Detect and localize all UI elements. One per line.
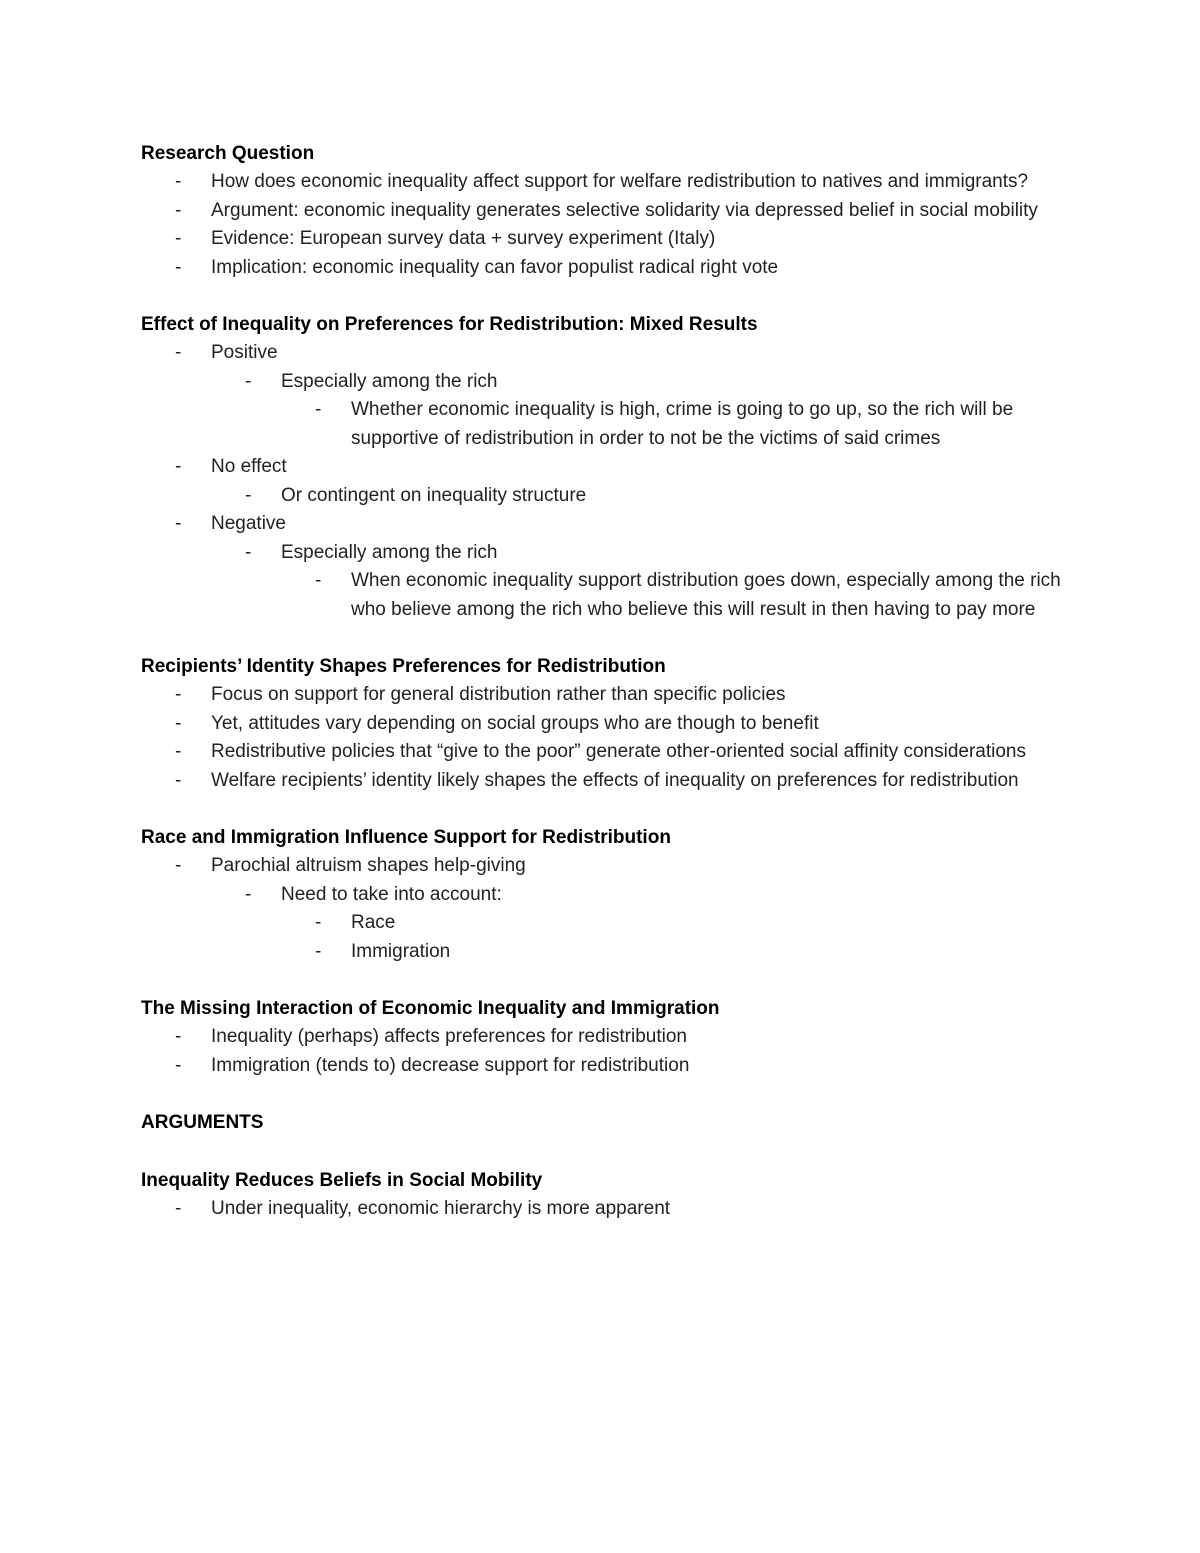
section-heading: Race and Immigration Influence Support for Redistribution [141,827,671,848]
list-item: - Especially among the rich - Whether economic inequality is high, crime is going to go up, so the rich will be supportive of redistribution in order to not be the victims of said crimes [211,368,1061,454]
sub-list [211,539,1061,625]
list-item: - Immigration (tends to) decrease support for redistribution [141,1052,1061,1081]
list-item: - Under inequality, economic hierarchy is more apparent [141,1195,1061,1224]
arguments-heading: ARGUMENTS [141,1112,264,1133]
section-heading: Effect of Inequality on Preferences for Redistribution: Mixed Results [141,314,758,335]
section-heading: The Missing Interaction of Economic Inequality and Immigration [141,998,720,1019]
sub-list [211,881,1061,967]
bullet-list [141,1195,1061,1224]
bullet-list [141,339,1061,624]
bullet-list [141,681,1061,795]
list-item: - Focus on support for general distribution rather than specific policies [141,681,1061,710]
sub-list [211,482,1061,511]
section-research-question [141,139,1061,282]
sub-sub-list [281,909,1061,966]
section-recipients-identity [141,652,1061,795]
sub-list [211,368,1061,454]
list-item: - How does economic inequality affect support for welfare redistribution to natives and immigrants? [141,168,1061,197]
bullet-list [141,852,1061,966]
list-item: - Whether economic inequality is high, crime is going to go up, so the rich will be supportive of redistribution in order to not be the victims of said crimes [281,396,1061,453]
section-race-and-immigration [141,823,1061,966]
list-item: - Yet, attitudes vary depending on social groups who are though to benefit [141,710,1061,739]
list-item: - Or contingent on inequality structure [211,482,1061,511]
list-item: - Positive - Especially among the rich - Whether economic inequality is high, crime is going to go up, so the rich will be supportive of redistribution in order to not be the victims of said crimes [141,339,1061,453]
list-item: - Parochial altruism shapes help-giving - Need to take into account: - Race - Immigration [141,852,1061,966]
list-item: - Welfare recipients’ identity likely shapes the effects of inequality on preferences for redistribution [141,767,1061,796]
list-item: - When economic inequality support distribution goes down, especially among the rich who believe among the rich who believe this will result in then having to pay more [281,567,1061,624]
list-item: - Evidence: European survey data + survey experiment (Italy) [141,225,1061,254]
section-heading: Inequality Reduces Beliefs in Social Mobility [141,1170,543,1191]
list-item: - Implication: economic inequality can favor populist radical right vote [141,254,1061,283]
section-inequality-reduces-beliefs [141,1166,1061,1224]
sub-sub-list [281,396,1061,453]
list-item: - No effect - Or contingent on inequality structure [141,453,1061,510]
list-item: - Need to take into account: - Race - Immigration [211,881,1061,967]
list-item: - Immigration [281,938,1061,967]
bullet-list [141,1023,1061,1080]
list-item: - Race [281,909,1061,938]
section-heading: Recipients’ Identity Shapes Preferences for Redistribution [141,656,666,677]
section-missing-interaction [141,994,1061,1080]
list-item: - Inequality (perhaps) affects preferences for redistribution [141,1023,1061,1052]
list-item: - Argument: economic inequality generates selective solidarity via depressed belief in social mobility [141,197,1061,226]
list-item: - Negative - Especially among the rich - When economic inequality support distribution goes down, especially among the rich who believe among the rich who believe this will result in then having to pay more [141,510,1061,624]
document-content [141,139,1061,1252]
sub-sub-list [281,567,1061,624]
list-item: - Especially among the rich - When economic inequality support distribution goes down, especially among the rich who believe among the rich who believe this will result in then having to pay more [211,539,1061,625]
section-heading: Research Question [141,143,315,164]
bullet-list [141,168,1061,282]
section-effect-of-inequality [141,310,1061,624]
list-item: - Redistributive policies that “give to the poor” generate other-oriented social affinity considerations [141,738,1061,767]
